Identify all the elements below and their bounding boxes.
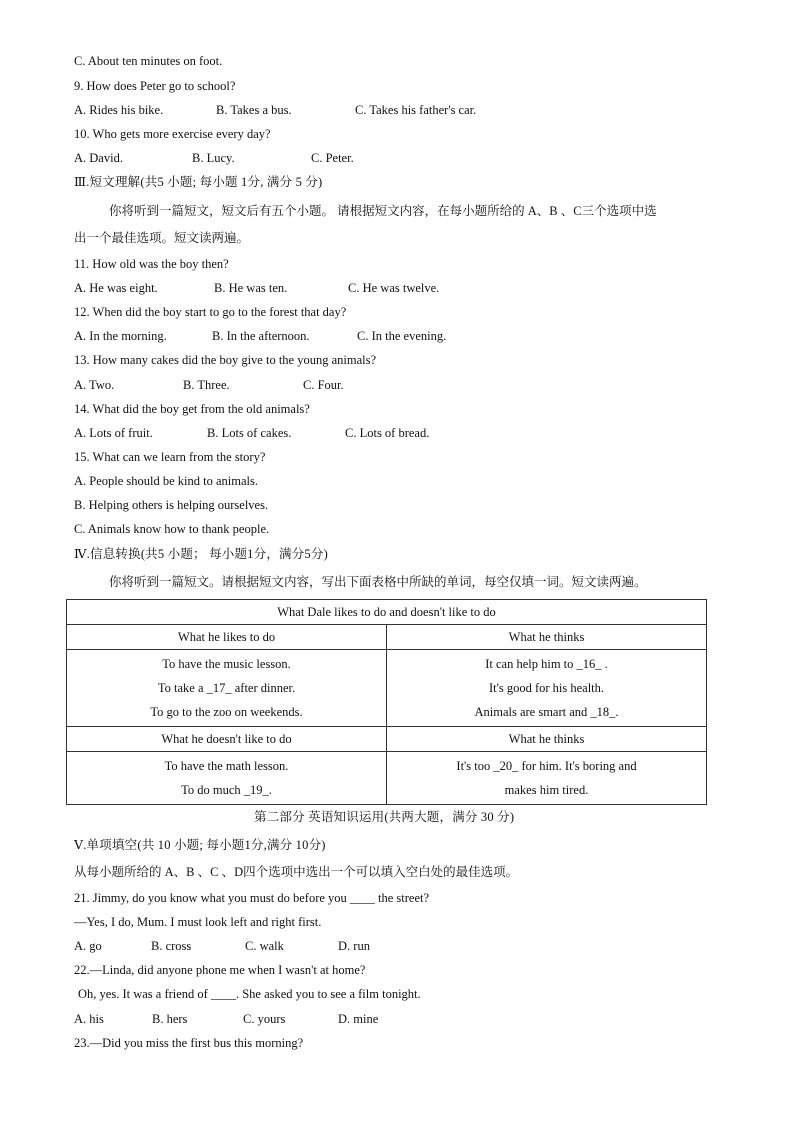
like-item: To go to the zoo on weekends. — [150, 705, 303, 719]
like-item: To take a _17_ after dinner. — [157, 681, 296, 695]
dislike-item: To do much _19_. — [181, 783, 272, 797]
q21-response: —Yes, I do, Mum. I must look left and right first. — [74, 915, 322, 929]
likes-cell — [67, 650, 387, 727]
dislike-item: To have the math lesson. — [164, 759, 289, 773]
section-3-heading: Ⅲ.短文理解(共5 小题; 每小题 1分, 满分 5 分) — [74, 175, 323, 189]
question-14: 14. What did the boy get from the old animals? — [74, 402, 310, 416]
q9-option-c: C. Takes his father's car. — [355, 103, 477, 117]
section-5-heading: Ⅴ.单项填空(共 10 小题; 每小题1分,满分 10分) — [74, 838, 326, 852]
info-table — [66, 599, 707, 805]
q13-option-c: C. Four. — [303, 378, 344, 392]
q10-option-c: C. Peter. — [311, 151, 354, 165]
q21-option-a: A. go — [74, 939, 102, 953]
likes-thoughts-cell — [387, 650, 707, 727]
question-9: 9. How does Peter go to school? — [74, 79, 236, 93]
question-22: 22.—Linda, did anyone phone me when I wasn't at home? — [74, 963, 366, 977]
q15-option-b: B. Helping others is helping ourselves. — [74, 498, 269, 512]
question-11: 11. How old was the boy then? — [74, 257, 229, 271]
table-title: What Dale likes to do and doesn't like to do — [67, 600, 707, 625]
question-23: 23.—Did you miss the first bus this morning? — [74, 1036, 304, 1050]
q9-option-b: B. Takes a bus. — [216, 103, 292, 117]
q22-option-a: A. his — [74, 1012, 104, 1026]
q11-option-a: A. He was eight. — [74, 281, 158, 295]
q21-option-c: C. walk — [245, 939, 284, 953]
dislike-thought: It's too _20_ for him. It's boring and — [456, 759, 637, 773]
q11-option-c: C. He was twelve. — [348, 281, 440, 295]
q22-option-b: B. hers — [152, 1012, 188, 1026]
question-21: 21. Jimmy, do you know what you must do before you ____ the street? — [74, 891, 430, 905]
dislike-thought: makes him tired. — [504, 783, 589, 797]
section-4-instruction: 你将听到一篇短文。请根据短文内容，写出下面表格中所缺的单词，每空仅填一词。短文读两遍。 — [109, 575, 647, 589]
dislikes-cell — [67, 752, 387, 805]
section-5-instruction: 从每小题所给的 A、B 、C 、D四个选项中选出一个可以填入空白处的最佳选项。 — [74, 865, 519, 879]
section-3-instruction-1: 你将听到一篇短文，短文后有五个小题。 请根据短文内容，在每小题所给的 A、B 、C三个选项中选 — [109, 204, 657, 218]
q21-option-d: D. run — [338, 939, 370, 953]
q15-option-a: A. People should be kind to animals. — [74, 474, 259, 488]
q22-option-c: C. yours — [243, 1012, 286, 1026]
dislikes-thoughts-cell — [387, 752, 707, 805]
like-thought: It's good for his health. — [488, 681, 605, 695]
q12-option-b: B. In the afternoon. — [212, 329, 310, 343]
q12-option-a: A. In the morning. — [74, 329, 167, 343]
q22-option-d: D. mine — [338, 1012, 379, 1026]
likes-header: What he likes to do — [67, 625, 387, 650]
q12-option-c: C. In the evening. — [357, 329, 447, 343]
question-13: 13. How many cakes did the boy give to the young animals? — [74, 353, 377, 367]
q14-option-b: B. Lots of cakes. — [207, 426, 292, 440]
question-15: 15. What can we learn from the story? — [74, 450, 266, 464]
q15-option-c: C. Animals know how to thank people. — [74, 522, 270, 536]
q9-option-a: A. Rides his bike. — [74, 103, 164, 117]
q13-option-a: A. Two. — [74, 378, 115, 392]
like-item: To have the music lesson. — [162, 657, 291, 671]
thinks-header-2: What he thinks — [387, 727, 707, 752]
like-thought: Animals are smart and _18_. — [474, 705, 619, 719]
q10-option-a: A. David. — [74, 151, 123, 165]
section-3-instruction-2: 出一个最佳选项。短文读两遍。 — [74, 231, 250, 245]
part-2-heading: 第二部分 英语知识运用(共两大题，满分 30 分) — [254, 810, 515, 824]
q21-option-b: B. cross — [151, 939, 192, 953]
thinks-header: What he thinks — [387, 625, 707, 650]
like-thought: It can help him to _16_ . — [485, 657, 608, 671]
question-10: 10. Who gets more exercise every day? — [74, 127, 271, 141]
dislikes-header: What he doesn't like to do — [67, 727, 387, 752]
q11-option-b: B. He was ten. — [214, 281, 288, 295]
question-12: 12. When did the boy start to go to the forest that day? — [74, 305, 347, 319]
q14-option-a: A. Lots of fruit. — [74, 426, 153, 440]
q13-option-b: B. Three. — [183, 378, 230, 392]
section-4-heading: Ⅳ.信息转换(共5 小题； 每小题1分，满分5分) — [74, 547, 328, 561]
q14-option-c: C. Lots of bread. — [345, 426, 430, 440]
q10-option-b: B. Lucy. — [192, 151, 235, 165]
q22-response: Oh, yes. It was a friend of ____. She asked you to see a film tonight. — [78, 987, 421, 1001]
q8-option-c: C. About ten minutes on foot. — [74, 54, 223, 68]
